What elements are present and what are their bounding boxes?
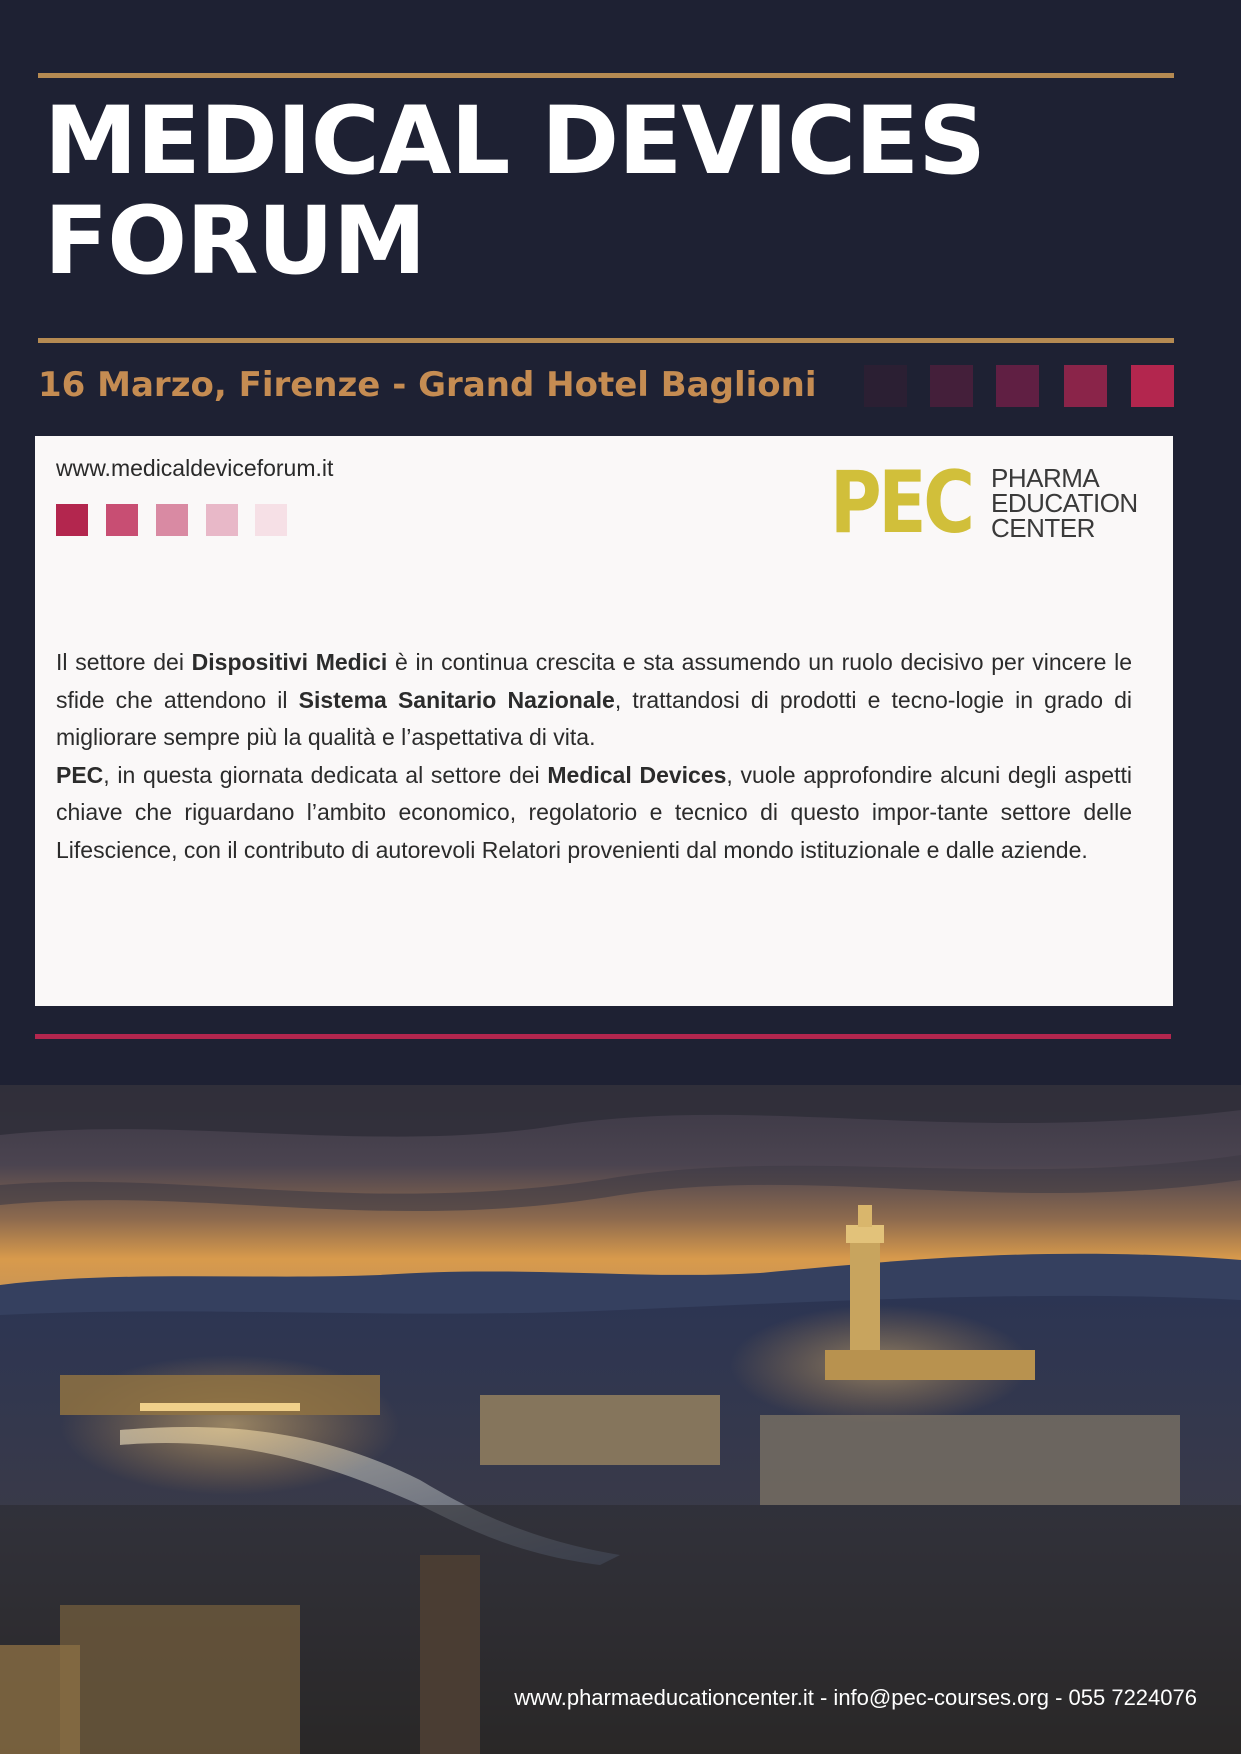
header-square-2 <box>930 365 973 407</box>
page-title <box>44 87 985 296</box>
intro-p1-bold-1: Dispositivi Medici <box>191 649 388 675</box>
intro-p1-bold-2: Sistema Sanitario Nazionale <box>298 686 615 713</box>
middle-gold-rule <box>38 338 1174 343</box>
florence-skyline-illustration <box>0 1085 1241 1754</box>
title-line-1: MEDICAL DEVICES <box>44 87 985 196</box>
header-square-1 <box>864 365 907 407</box>
header-square-3 <box>996 365 1039 407</box>
logo-line-2: EDUCATION <box>991 488 1138 518</box>
header-square-5 <box>1131 365 1174 407</box>
footer-contact: www.pharmaeducationcenter.it - info@pec-courses.org - 055 7224076 <box>514 1685 1197 1710</box>
intro-p1-text-3: , trattandosi di prodotti e tecno-logie in grado di migliorare sempre più la qualità e l’aspettativa di vita. <box>56 686 1132 751</box>
event-website-link[interactable]: www.medicaldeviceforum.it <box>56 455 334 481</box>
intro-panel <box>35 436 1173 1006</box>
pec-logo-wordmark <box>991 463 1138 543</box>
intro-paragraph-2 <box>56 757 1132 870</box>
pink-square-5 <box>255 504 287 536</box>
pec-logo-mark: PEC <box>830 453 972 553</box>
top-gold-rule <box>38 73 1174 78</box>
event-date-location: 16 Marzo, Firenze - Grand Hotel Baglioni <box>38 365 817 405</box>
pec-logo <box>830 453 1160 553</box>
crimson-rule <box>35 1034 1171 1039</box>
intro-p2-text-1: , in questa giornata dedicata al settore dei <box>103 761 548 788</box>
title-line-2: FORUM <box>44 187 426 296</box>
logo-line-1: PHARMA <box>991 463 1100 493</box>
header-square-4 <box>1064 365 1107 407</box>
logo-line-3: CENTER <box>991 513 1095 543</box>
pink-square-3 <box>156 504 188 536</box>
intro-p2-bold-1: PEC <box>56 761 104 788</box>
intro-p2-bold-2: Medical Devices <box>547 761 727 788</box>
pink-square-4 <box>206 504 238 536</box>
intro-p1-text-1: Il settore dei <box>56 649 192 675</box>
pink-square-2 <box>106 504 138 536</box>
intro-p1-text-2: è in continua crescita e sta assumendo un ruolo decisivo per vincere le sfide che attendono il <box>56 649 1132 713</box>
pink-square-1 <box>56 504 88 536</box>
intro-text <box>56 644 1132 870</box>
intro-p2-text-2: , vuole approfondire alcuni degli aspetti chiave che riguardano l’ambito economico, regolatorio e tecnico di questo impor-tante settore delle Lifescience, con il contributo di autorevoli Relatori provenienti dal mondo istituzionale e dalle aziende. <box>56 761 1132 863</box>
intro-paragraph-1 <box>56 644 1132 757</box>
florence-night-photo <box>0 1085 1241 1754</box>
